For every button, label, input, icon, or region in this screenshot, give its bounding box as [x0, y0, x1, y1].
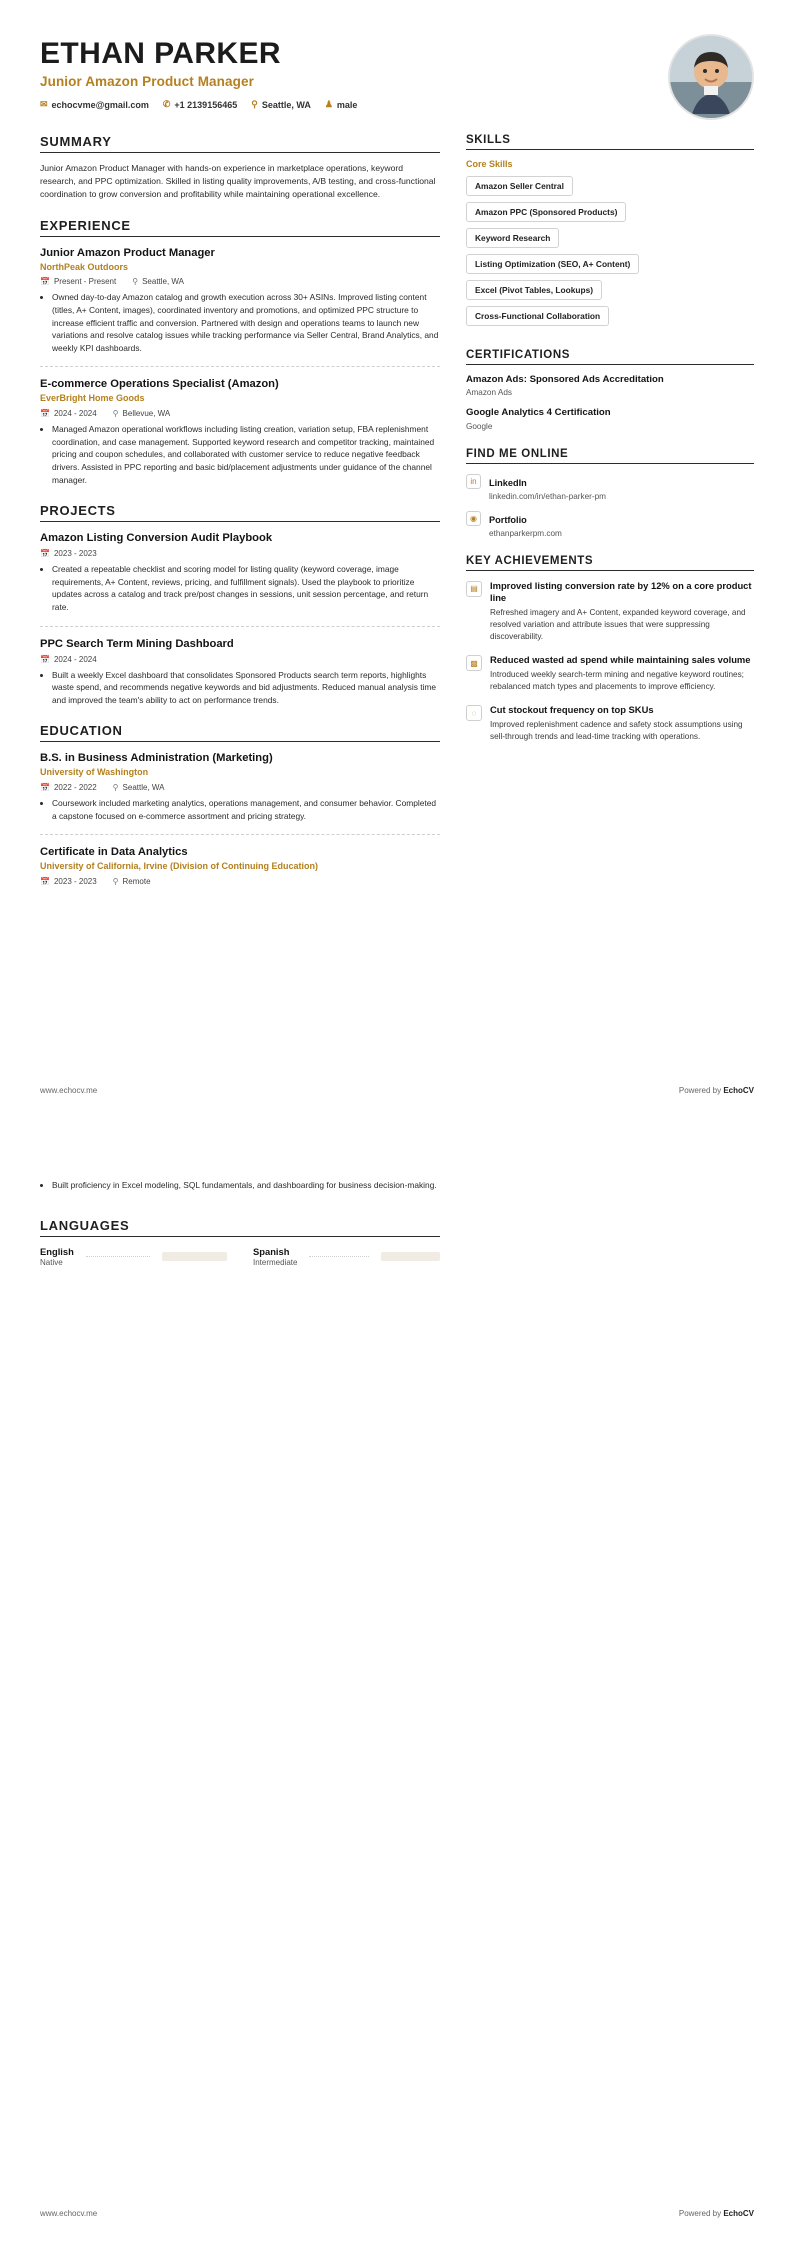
page-footer [40, 1086, 754, 1095]
languages-title: LANGUAGES [40, 1218, 440, 1237]
online-text-block [489, 473, 606, 501]
project-bullets [40, 669, 440, 707]
language-item-english [40, 1246, 227, 1267]
experience-dates-text: 2024 - 2024 [53, 409, 97, 419]
calendar-icon: 📅 [40, 277, 50, 287]
skills-chip-list [466, 176, 754, 332]
experience-company: NorthPeak Outdoors [40, 261, 129, 272]
languages-row [40, 1246, 440, 1267]
project-dates-text: 2023 - 2023 [53, 549, 97, 559]
achievement-item [466, 654, 754, 693]
education-degree: Certificate in Data Analytics [40, 846, 188, 859]
footer-brand-name: EchoCV [723, 1086, 754, 1095]
achievement-item [466, 580, 754, 643]
summary-text: Junior Amazon Product Manager with hands-on experience in marketplace operations, keyword research, and PPC optimization. Skilled in listing quality improvements, A/B testing, and cross-functional coordination to grow conversion and profitability while maintaining operational excellence. [40, 163, 436, 199]
language-name: Spanish [253, 1245, 290, 1257]
achievement-item [466, 704, 754, 743]
experience-location [113, 409, 171, 418]
project-item [40, 637, 440, 707]
online-url[interactable]: ethanparkerpm.com [489, 528, 562, 538]
chart-up-icon: ▤ [466, 581, 482, 597]
experience-item [40, 377, 440, 486]
experience-dates-text: Present - Present [53, 277, 117, 287]
list-item: • Built a weekly Excel dashboard that consolidates Sponsored Products search term reports, highlights waste spend, and recommends negative keywords and bid adjustments. Reduced manual analysis time and improved the team's ability to act on performance trends. [52, 669, 440, 707]
achievement-desc: Refreshed imagery and A+ Content, expanded keyword coverage, and resolved variation and attribute issues that were suppressing discoverability. [490, 608, 746, 642]
language-text [253, 1246, 297, 1267]
footer-site[interactable]: www.echocv.me [40, 2209, 98, 2218]
footer-site[interactable]: www.echocv.me [40, 1086, 98, 1095]
achievement-desc: Introduced weekly search-term mining and negative keyword routines; rebalanced match types and placements to improve efficiency. [490, 670, 744, 692]
project-dates [40, 655, 97, 664]
footer-powered-prefix: Powered by [678, 1086, 724, 1095]
language-proficiency-bar [381, 1252, 440, 1261]
project-name: Amazon Listing Conversion Audit Playbook [40, 532, 273, 545]
divider [40, 626, 440, 627]
language-dotted-leader [309, 1256, 368, 1257]
divider [40, 366, 440, 367]
language-level: Intermediate [253, 1257, 298, 1267]
online-text-block [489, 510, 562, 538]
right-column [466, 134, 754, 903]
skill-chip: Cross-Functional Collaboration [466, 306, 609, 326]
phone-icon: ✆ [162, 99, 171, 109]
contact-gender [325, 100, 358, 110]
location-pin-icon: ⚲ [112, 783, 119, 793]
language-item-spanish [253, 1246, 440, 1267]
online-url[interactable]: linkedin.com/in/ethan-parker-pm [489, 491, 606, 501]
footer-brand [679, 2209, 754, 2218]
education-degree: B.S. in Business Administration (Marketing) [40, 752, 273, 765]
calendar-icon: 📅 [40, 549, 50, 559]
project-item [40, 531, 440, 613]
section-key-achievements [466, 555, 754, 743]
contact-gender-text: male [336, 99, 358, 110]
list-item: • Created a repeatable checklist and scoring model for listing quality (keyword coverage, image requirements, A+ Content, reviews, pricing, and fulfillment signals). Used the playbook to prioritize updates across a catalog and track pre/post changes in sessions, unit session percentage, and return rate. [52, 563, 440, 613]
location-pin-icon: ⚲ [112, 877, 119, 886]
language-level: Native [40, 1257, 63, 1267]
education-location [113, 783, 165, 792]
contact-phone-text: +1 2139156465 [174, 99, 238, 110]
section-experience [40, 218, 440, 486]
experience-location [132, 277, 184, 286]
experience-title: EXPERIENCE [40, 218, 440, 237]
right-column-page2 [466, 1157, 754, 1284]
header-text-block [40, 34, 357, 110]
education-dates-text: 2023 - 2023 [53, 877, 97, 886]
contact-email-text: echocvme@gmail.com [51, 99, 149, 110]
education-school: University of Washington [40, 767, 149, 778]
resume-columns [40, 134, 754, 903]
education-dates [40, 877, 97, 886]
education-title: EDUCATION [40, 723, 440, 742]
envelope-icon: ✉ [40, 99, 48, 109]
education-bullets [40, 797, 440, 822]
certification-name: Amazon Ads: Sponsored Ads Accreditation [466, 374, 664, 385]
education-item [40, 845, 440, 886]
experience-role: E-commerce Operations Specialist (Amazon) [40, 378, 279, 391]
education-location-text: Remote [122, 877, 151, 886]
portfolio-icon: ◉ [466, 511, 481, 526]
language-dotted-leader [86, 1256, 151, 1257]
experience-item [40, 246, 440, 355]
achievement-text-block [490, 580, 754, 643]
certification-name: Google Analytics 4 Certification [466, 407, 611, 419]
calendar-icon: 📅 [40, 654, 50, 664]
language-text [40, 1246, 74, 1267]
resume-page-2 [0, 1123, 794, 2246]
experience-dates [40, 277, 116, 286]
resume-header [40, 34, 754, 134]
page-footer [40, 2209, 754, 2218]
resume-columns-page2 [40, 1157, 754, 1284]
certification-issuer: Amazon Ads [466, 388, 512, 398]
contact-email[interactable] [40, 100, 149, 110]
experience-location-text: Bellevue, WA [122, 409, 171, 419]
location-pin-icon: ⚲ [251, 99, 258, 109]
education-meta [40, 877, 440, 886]
section-projects [40, 503, 440, 706]
project-dates-text: 2024 - 2024 [53, 654, 97, 664]
section-certifications [466, 349, 754, 431]
contact-row [40, 100, 357, 110]
skill-chip: Keyword Research [466, 228, 559, 248]
project-meta [40, 655, 440, 664]
education-location [113, 877, 151, 886]
experience-meta [40, 409, 440, 418]
achievement-desc: Improved replenishment cadence and safety stock assumptions using sell-through trends and lead-time tracking with operations. [490, 720, 743, 742]
project-name: PPC Search Term Mining Dashboard [40, 637, 234, 650]
education-meta [40, 783, 440, 792]
section-languages [40, 1218, 440, 1267]
education-item [40, 751, 440, 822]
footer-powered-prefix: Powered by [678, 2209, 724, 2218]
achievement-title: Reduced wasted ad spend while maintaining sales volume [490, 654, 751, 666]
find-me-online-title: FIND ME ONLINE [466, 448, 754, 464]
contact-location [251, 100, 311, 110]
certification-issuer: Google [466, 421, 493, 431]
contact-phone[interactable] [163, 100, 237, 110]
language-proficiency-bar [162, 1252, 227, 1261]
online-name: Portfolio [489, 514, 527, 525]
contact-location-text: Seattle, WA [261, 99, 311, 110]
calendar-icon: 📅 [40, 783, 50, 793]
project-dates [40, 549, 97, 558]
avatar-photo [670, 36, 752, 118]
education-school: University of California, Irvine (Division of Continuing Education) [40, 861, 319, 872]
calendar-icon: 📅 [40, 409, 50, 419]
project-meta [40, 549, 440, 558]
skill-chip: Amazon Seller Central [466, 176, 573, 196]
calendar-icon: 📅 [40, 877, 50, 886]
key-achievements-title: KEY ACHIEVEMENTS [466, 555, 754, 571]
list-item: • Built proficiency in Excel modeling, SQL fundamentals, and dashboarding for business decision-making. [52, 1179, 440, 1192]
experience-meta [40, 277, 440, 286]
certification-item [466, 407, 754, 430]
education-dates-text: 2022 - 2022 [53, 783, 97, 793]
left-column-page2 [40, 1157, 440, 1284]
achievement-text-block [490, 654, 754, 693]
skill-chip: Listing Optimization (SEO, A+ Content) [466, 254, 639, 274]
section-education [40, 723, 440, 886]
online-profile-portfolio[interactable] [466, 510, 754, 538]
left-column [40, 134, 440, 903]
list-item: • Coursework included marketing analytics, operations management, and consumer behavior. Completed a capstone focused on e-commerce assortment and pricing strategy. [52, 797, 440, 822]
experience-company: EverBright Home Goods [40, 393, 145, 404]
projects-title: PROJECTS [40, 503, 440, 522]
online-name: LinkedIn [489, 477, 527, 488]
list-item: • Owned day-to-day Amazon catalog and growth execution across 30+ ASINs. Improved listing content (titles, A+ Content, images), coordinated inventory and promotions, and optimized PPC structure to increase efficient traffic and conversion. Partnered with design and operations teams to launch new variations and resolve catalog issues while tracking performance via Seller Central, Brand Analytics, and weekly KPI dashboards. [52, 291, 440, 354]
skills-group-label: Core Skills [466, 159, 513, 169]
experience-bullets [40, 291, 440, 354]
section-skills [466, 134, 754, 332]
certification-item [466, 374, 754, 397]
achievement-title: Cut stockout frequency on top SKUs [490, 704, 654, 716]
certifications-title: CERTIFICATIONS [466, 349, 754, 365]
linkedin-icon: in [466, 474, 481, 489]
skills-title: SKILLS [466, 134, 754, 150]
avatar [668, 34, 754, 120]
footer-brand-name: EchoCV [723, 2209, 754, 2218]
section-find-me-online [466, 448, 754, 538]
target-icon: ◌ [466, 705, 482, 721]
experience-role: Junior Amazon Product Manager [40, 246, 215, 259]
summary-title: SUMMARY [40, 134, 440, 153]
location-pin-icon: ⚲ [132, 277, 139, 287]
experience-dates [40, 409, 97, 418]
person-icon: ♟ [324, 99, 333, 109]
candidate-job-title: Junior Amazon Product Manager [40, 73, 254, 89]
project-bullets [40, 563, 440, 613]
money-icon: ▩ [466, 655, 482, 671]
achievement-text-block [490, 704, 754, 743]
achievement-title: Improved listing conversion rate by 12% on a core product line [490, 579, 752, 604]
education-bullets-continued [40, 1179, 440, 1192]
skill-chip: Amazon PPC (Sponsored Products) [466, 202, 626, 222]
online-profile-linkedin[interactable] [466, 473, 754, 501]
list-item: • Managed Amazon operational workflows including listing creation, variation setup, FBA replenishment coordination, and case management. Supported keyword research and competitor tracking, maintained pricing and coupon schedules, and collaborated with customer service to reduce negative feedback drivers. Assisted in PPC reporting and basic bid/placement adjustments under guidance of the channel manager. [52, 423, 440, 486]
experience-location-text: Seattle, WA [142, 277, 185, 287]
language-name: English [40, 1245, 74, 1257]
footer-brand [679, 1086, 754, 1095]
divider [40, 834, 440, 835]
experience-bullets [40, 423, 440, 486]
education-location-text: Seattle, WA [122, 783, 165, 793]
location-pin-icon: ⚲ [112, 409, 119, 419]
candidate-name: ETHAN PARKER [40, 37, 281, 70]
education-dates [40, 783, 97, 792]
section-summary [40, 134, 440, 201]
skill-chip: Excel (Pivot Tables, Lookups) [466, 280, 602, 300]
